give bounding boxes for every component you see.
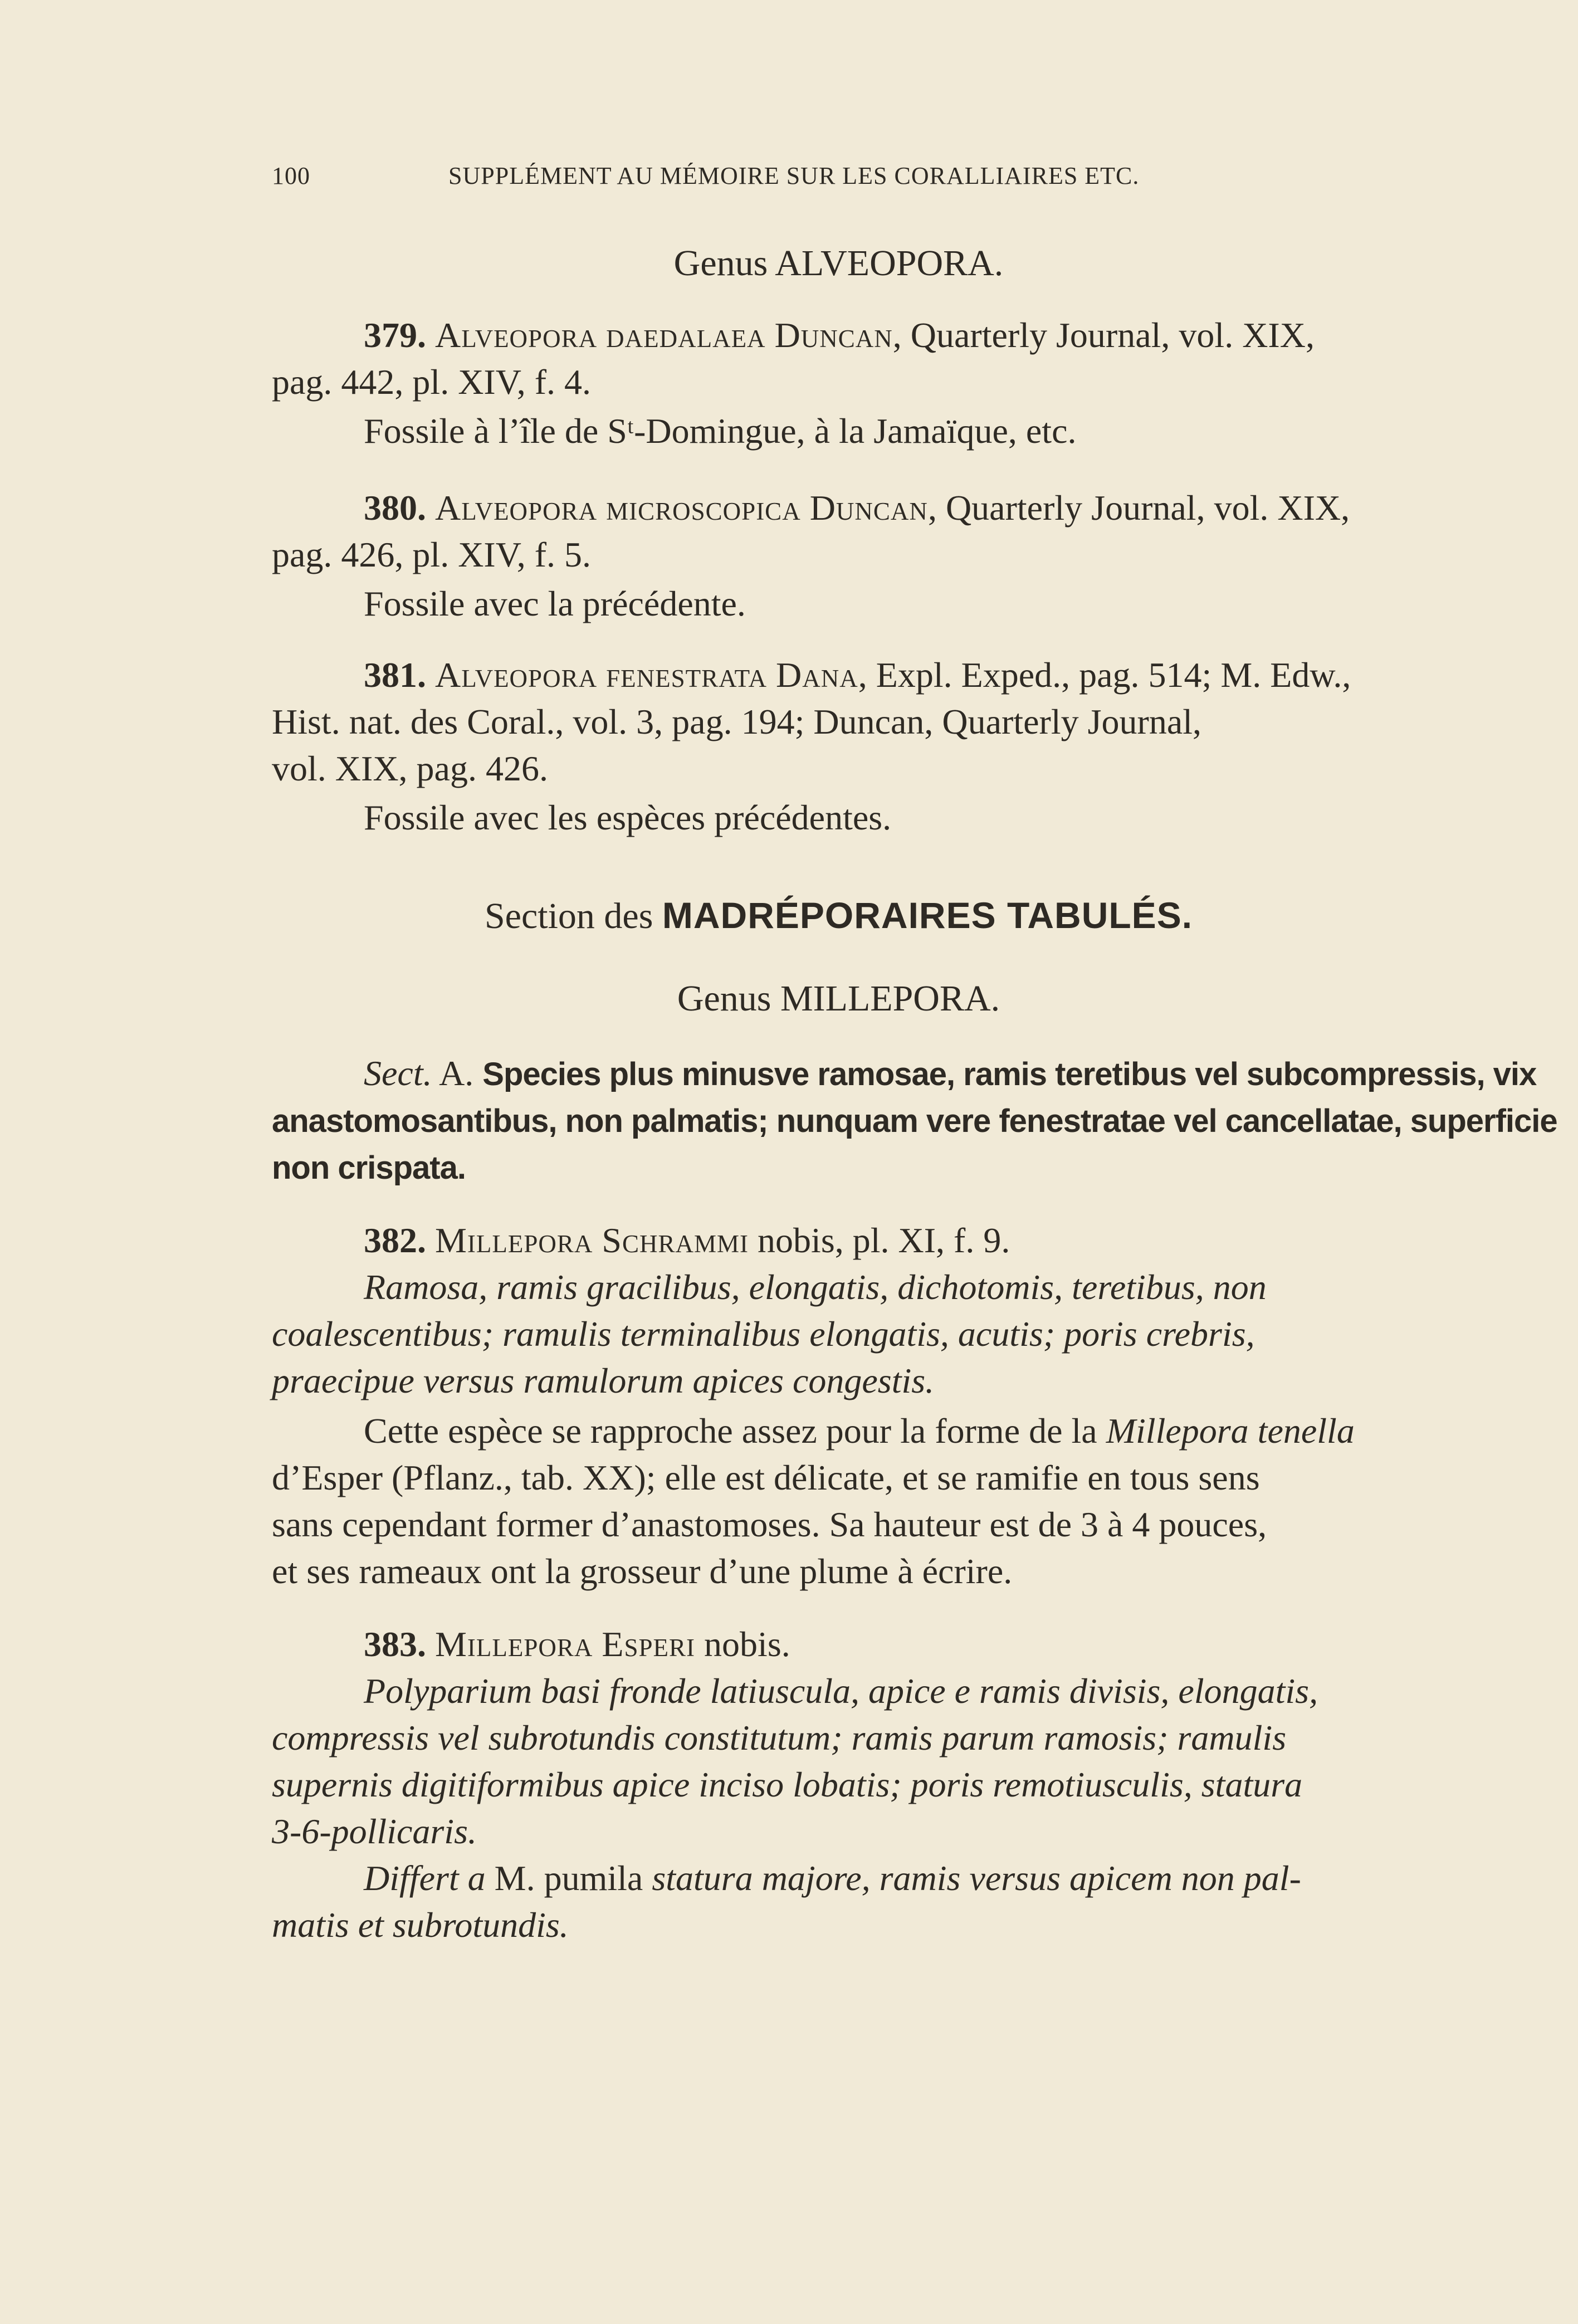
genus-name: Alveopora	[435, 315, 598, 355]
entry-number: 383.	[364, 1624, 426, 1664]
entry-381	[272, 652, 1405, 841]
genus-label: Genus	[673, 243, 768, 284]
reference: , Expl. Exped., pag. 514; M. Edw.,	[858, 655, 1351, 695]
entry-383-differt1	[272, 1855, 1405, 1902]
sect-label: Sect.	[364, 1053, 432, 1093]
entry-383-diag4: 3-6-pollicaris.	[272, 1812, 477, 1851]
entry-382	[272, 1217, 1405, 1595]
entry-383-diag3: supernis digitiformibus apice inciso lobatis; poris remotiusculis, statura	[272, 1765, 1303, 1804]
entry-382-diag3: praecipue versus ramulorum apices congestis.	[272, 1361, 935, 1400]
sect-a-line2: anastomosantibus, non palmatis; nunquam vere fenestratae vel cancellatae, superficie	[272, 1103, 1557, 1139]
species-reference: Millepora tenella	[1106, 1411, 1355, 1451]
entry-383-diag2: compressis vel subrotundis constitutum; ramis parum ramosis; ramulis	[272, 1718, 1287, 1757]
entry-379-locality: Fossile à l’île de Sᵗ-Domingue, à la Jamaïque, etc.	[364, 411, 1077, 451]
author-name: Dana	[776, 655, 858, 695]
differt-text: statura majore, ramis versus apicem non pal-	[652, 1858, 1301, 1898]
entry-number: 379.	[364, 315, 426, 355]
entry-383-diag1: Polyparium basi fronde latiuscula, apice e ramis divisis, elongatis,	[364, 1671, 1318, 1711]
entry-number: 380.	[364, 488, 426, 528]
entry-382-diag1: Ramosa, ramis gracilibus, elongatis, dichotomis, teretibus, non	[364, 1267, 1267, 1307]
entry-383-differt2: matis et subrotundis.	[272, 1905, 569, 1945]
species-name: fenestrata	[606, 655, 768, 695]
entry-379	[272, 312, 1405, 455]
species-name: microscopica	[606, 488, 801, 528]
text: Cette espèce se rapproche assez pour la forme de la	[364, 1411, 1097, 1451]
sect-text: Species plus minusve ramosae, ramis teretibus vel subcompressis, vix	[482, 1056, 1537, 1092]
genus-name: Alveopora	[435, 655, 598, 695]
sect-letter: A.	[439, 1053, 474, 1093]
entry-382-text4: et ses rameaux ont la grosseur d’une plume à écrire.	[272, 1551, 1013, 1591]
compared-species: M. pumila	[494, 1858, 643, 1898]
genus-name: ALVEOPORA.	[775, 243, 1004, 284]
entry-382-diag2: coalescentibus; ramulis terminalibus elongatis, acutis; poris crebris,	[272, 1314, 1255, 1354]
sect-a-line3: non crispata.	[272, 1150, 466, 1186]
reference: , Quarterly Journal, vol. XIX,	[892, 315, 1315, 355]
section-name: MADRÉPORAIRES TABULÉS.	[662, 895, 1193, 936]
species-name: Esperi	[602, 1624, 696, 1664]
author-name: Duncan	[809, 488, 928, 528]
entry-380-line2: pag. 426, pl. XIV, f. 5.	[272, 535, 591, 574]
reference: nobis, pl. XI, f. 9.	[758, 1220, 1010, 1260]
entry-number: 382.	[364, 1220, 426, 1260]
genus-heading-alveopora	[272, 242, 1405, 285]
entry-382-text2: d’Esper (Pflanz., tab. XX); elle est délicate, et se ramifie en tous sens	[272, 1458, 1260, 1497]
author-name: Duncan	[774, 315, 893, 355]
sect-a-line1	[272, 1050, 1537, 1098]
entry-381-locality: Fossile avec les espèces précédentes.	[364, 798, 892, 837]
section-heading	[272, 894, 1405, 938]
genus-name: MILLEPORA.	[780, 978, 1000, 1019]
entry-381-line2: Hist. nat. des Coral., vol. 3, pag. 194; Duncan, Quarterly Journal,	[272, 702, 1201, 741]
entry-382-line1	[272, 1217, 1405, 1264]
entry-381-line3: vol. XIX, pag. 426.	[272, 749, 548, 788]
entry-383	[272, 1621, 1405, 1949]
section-label: Section des	[484, 896, 653, 936]
entry-380	[272, 485, 1405, 627]
entry-379-line2: pag. 442, pl. XIV, f. 4.	[272, 362, 591, 402]
entry-380-locality: Fossile avec la précédente.	[364, 584, 746, 623]
entry-number: 381.	[364, 655, 426, 695]
page-number: 100	[272, 162, 310, 189]
differt-a: a	[467, 1858, 486, 1898]
sect-a-block	[272, 1050, 1557, 1192]
genus-label: Genus	[677, 978, 771, 1019]
entry-383-line1	[272, 1621, 1405, 1668]
differt-word: Differt	[364, 1858, 459, 1898]
running-title: SUPPLÉMENT AU MÉMOIRE SUR LES CORALLIAIRES ETC.	[448, 162, 1140, 189]
entry-382-text1	[272, 1408, 1405, 1454]
entry-382-text3: sans cependant former d’anastomoses. Sa hauteur est de 3 à 4 pouces,	[272, 1505, 1267, 1544]
species-name: daedalaea	[606, 315, 766, 355]
genus-name: Millepora	[435, 1220, 593, 1260]
species-name: Schrammi	[602, 1220, 749, 1260]
genus-name: Millepora	[435, 1624, 593, 1664]
entry-380-line1	[272, 485, 1405, 531]
entry-379-line1	[272, 312, 1405, 359]
reference: nobis.	[704, 1624, 790, 1664]
entry-381-line1	[272, 652, 1405, 699]
genus-heading-millepora	[272, 978, 1405, 1020]
genus-name: Alveopora	[435, 488, 598, 528]
reference: , Quarterly Journal, vol. XIX,	[927, 488, 1350, 528]
